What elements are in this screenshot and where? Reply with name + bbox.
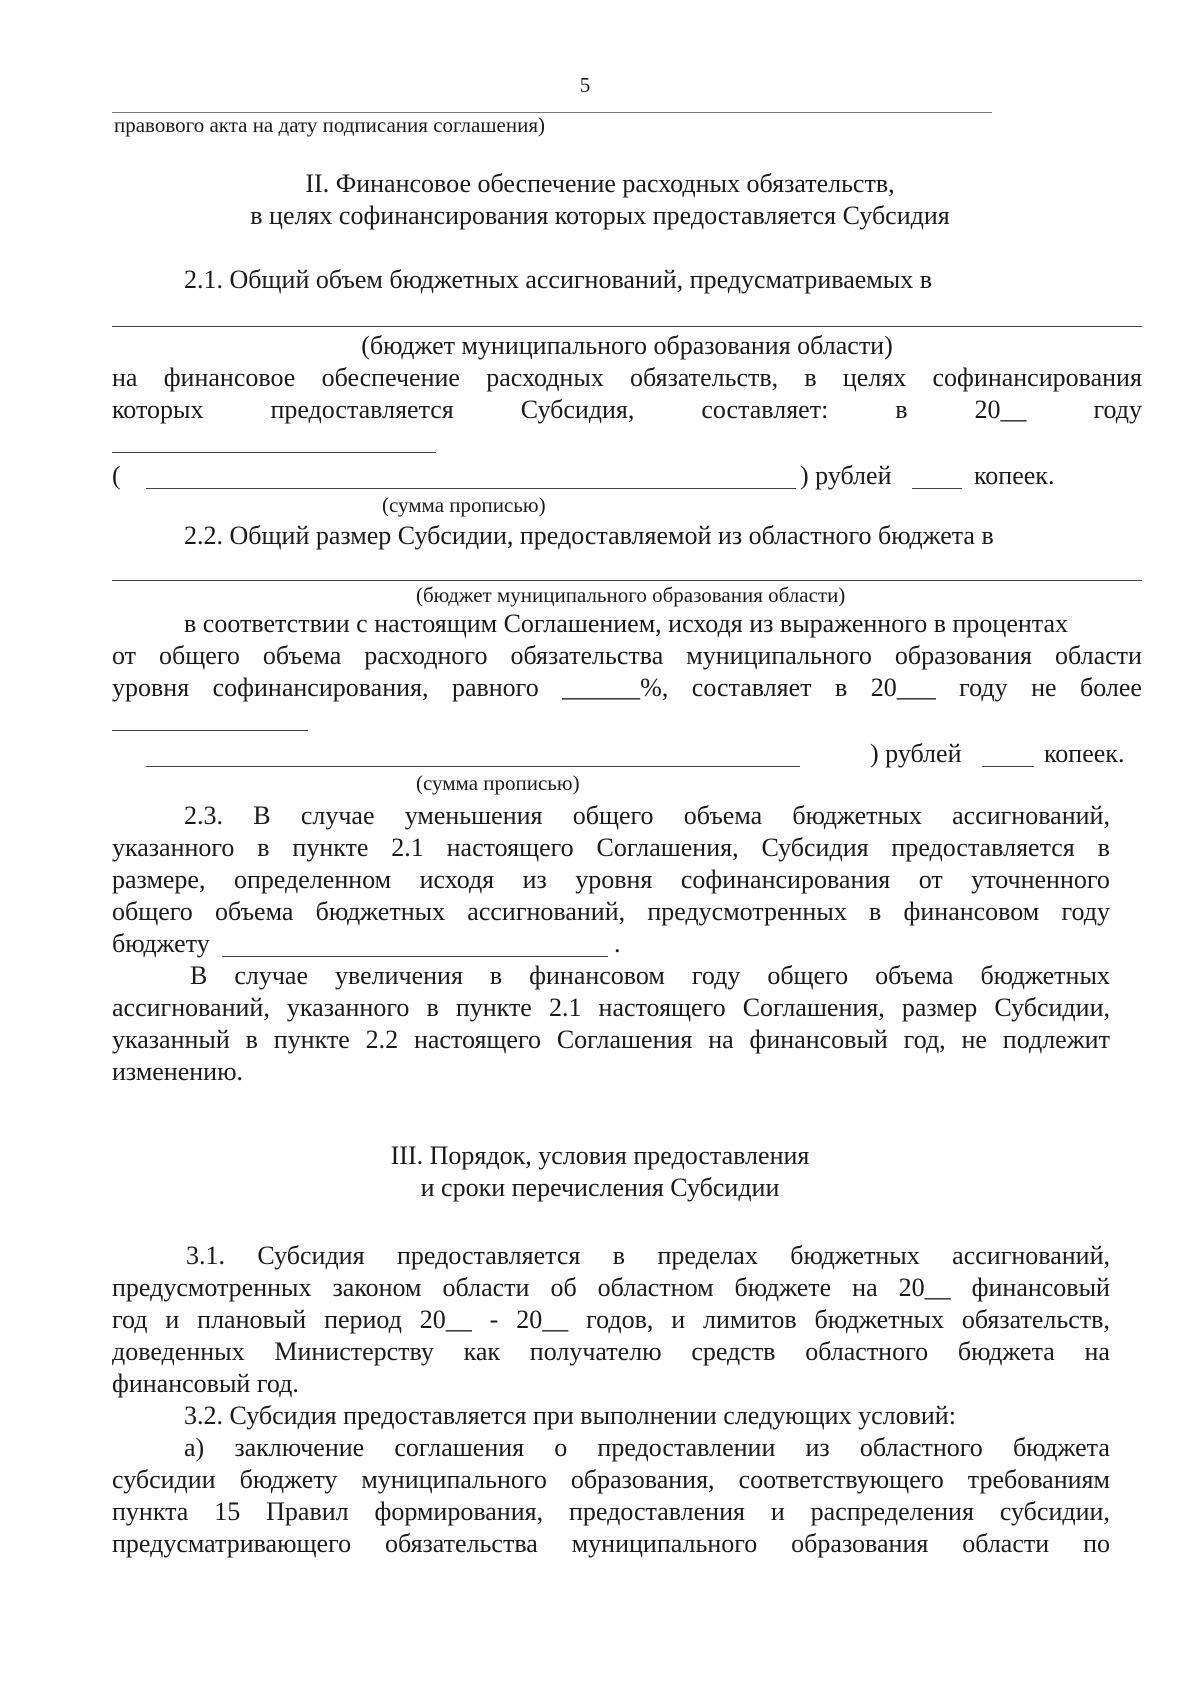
p22-line-4: от общего объема расходного обязательства муниципального образования области <box>112 641 1142 670</box>
p32a-line-2: субсидии бюджету муниципального образования, соответствующего требованиям <box>112 1465 1110 1494</box>
p32a-line-1: а) заключение соглашения о предоставлении из областного бюджета <box>184 1433 1110 1462</box>
p22-line-3: в соответствии с настоящим Соглашением, исходя из выраженного в процентах <box>184 609 1068 638</box>
p23-line-5-end: . <box>614 929 621 958</box>
p31-line-4: доведенных Министерству как получателю средств областного бюджета на <box>112 1337 1110 1366</box>
p23-line-4: общего объема бюджетных ассигнований, предусмотренных в финансовом году <box>112 897 1110 926</box>
p21-line-1: 2.1. Общий объем бюджетных ассигнований, предусматриваемых в <box>184 265 932 294</box>
section-2-heading-line-1: II. Финансовое обеспечение расходных обязательств, <box>305 169 895 198</box>
p23b-line-3: указанный в пункте 2.2 настоящего Соглашения на финансовый год, не подлежит <box>112 1025 1110 1054</box>
p21-amount-blank <box>112 452 436 453</box>
p23-line-5: бюджету <box>112 929 210 958</box>
p21-sum-caption: (сумма прописью) <box>382 493 546 517</box>
p21-sum-kopeks: копеек. <box>974 461 1055 490</box>
p21-kopeks-blank <box>912 488 962 489</box>
p31-line-1: 3.1. Субсидия предоставляется в пределах бюджетных ассигнований, <box>186 1241 1110 1270</box>
p23b-line-1: В случае увеличения в финансовом году общего объема бюджетных <box>190 961 1110 990</box>
p31-line-3: год и плановый период 20__ - 20__ годов, и лимитов бюджетных обязательств, <box>112 1305 1110 1334</box>
p21-sum-rubles: ) рублей <box>800 461 892 490</box>
p22-kopeks-blank <box>982 766 1034 767</box>
p32a-line-4: предусматривающего обязательства муниципального образования области по <box>112 1529 1110 1558</box>
p21-budget-caption: (бюджет муниципального образования области) <box>361 331 893 360</box>
p23-line-3: размере, определенном исходя из уровня софинансирования от уточненного <box>112 865 1110 894</box>
p21-sum-open-paren: ( <box>112 461 121 490</box>
section-2-heading-line-2: в целях софинансирования которых предоставляется Субсидия <box>250 201 950 230</box>
p21-line-3: на финансовое обеспечение расходных обязательств, в целях софинансирования <box>112 363 1142 392</box>
page-number: 5 <box>579 73 591 97</box>
p21-line-4: которых предоставляется Субсидия, составляет: в 20__ году <box>112 395 1142 424</box>
p32a-line-3: пункта 15 Правил формирования, предоставления и распределения субсидии, <box>112 1497 1110 1526</box>
p32-line-1: 3.2. Субсидия предоставляется при выполнении следующих условий: <box>184 1401 956 1430</box>
p22-line-5: уровня софинансирования, равного ______%, составляет в 20___ году не более <box>112 673 1142 702</box>
section-3-heading-line-1: III. Порядок, условия предоставления <box>390 1141 810 1170</box>
p23-line-2: указанного в пункте 2.1 настоящего Соглашения, Субсидия предоставляется в <box>112 833 1110 862</box>
p21-budget-blank <box>112 326 1142 327</box>
p21-sum-words-blank <box>146 488 796 489</box>
p22-budget-caption: (бюджет муниципального образования области) <box>416 583 846 607</box>
p22-sum-kopeks: копеек. <box>1044 739 1125 768</box>
p22-sum-words-blank <box>146 766 800 767</box>
section-3-heading-line-2: и сроки перечисления Субсидии <box>420 1173 780 1202</box>
p22-budget-blank <box>112 580 1142 581</box>
p31-line-2: предусмотренных законом области об областном бюджете на 20__ финансовый <box>112 1273 1110 1302</box>
p23-budget-blank <box>222 956 608 957</box>
previous-page-fragment: правового акта на дату подписания соглашения) <box>114 113 545 137</box>
p31-line-5: финансовый год. <box>112 1369 299 1398</box>
p23b-line-4: изменению. <box>112 1057 244 1086</box>
p23-line-1: 2.3. В случае уменьшения общего объема бюджетных ассигнований, <box>184 801 1110 830</box>
p22-amount-blank <box>112 730 308 731</box>
p22-line-1: 2.2. Общий размер Субсидии, предоставляемой из областного бюджета в <box>184 521 994 550</box>
p22-sum-caption: (сумма прописью) <box>416 771 580 795</box>
p23b-line-2: ассигнований, указанного в пункте 2.1 настоящего Соглашения, размер Субсидии, <box>112 993 1110 1022</box>
p22-sum-rubles: ) рублей <box>870 739 962 768</box>
